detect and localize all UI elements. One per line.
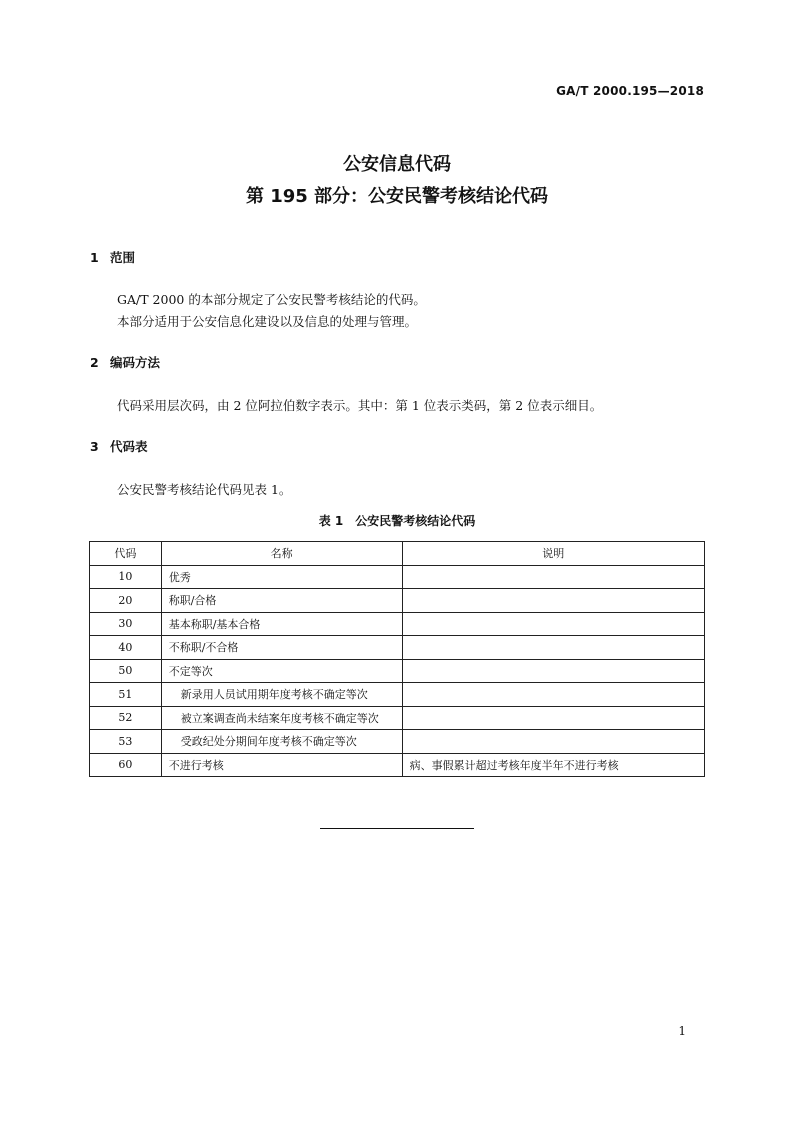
cell-code: 10 <box>90 565 162 589</box>
cell-name: 不称职/不合格 <box>161 636 402 660</box>
cell-name: 称职/合格 <box>161 589 402 613</box>
cell-code: 30 <box>90 612 162 636</box>
table-row <box>90 730 705 754</box>
header-note: 说明 <box>402 542 704 566</box>
table-row <box>90 683 705 707</box>
cell-code: 60 <box>90 753 162 777</box>
table-row <box>90 589 705 613</box>
section-number: 3 <box>90 439 99 454</box>
section-title: 编码方法 <box>110 355 161 370</box>
cell-code: 20 <box>90 589 162 613</box>
section-heading-scope <box>90 248 135 266</box>
cell-note <box>402 730 704 754</box>
cell-code: 51 <box>90 683 162 707</box>
section-heading-code-table <box>90 437 148 455</box>
document-subtitle: 第 195 部分：公安民警考核结论代码 <box>245 186 549 207</box>
table-row <box>90 753 705 777</box>
page-number: 1 <box>678 1024 686 1038</box>
section-title: 代码表 <box>110 439 148 454</box>
cell-name: 不进行考核 <box>161 753 402 777</box>
section-title: 范围 <box>110 250 136 265</box>
cell-name: 优秀 <box>161 565 402 589</box>
header-name: 名称 <box>161 542 402 566</box>
table-header-row <box>90 542 705 566</box>
cell-note <box>402 565 704 589</box>
table-row <box>90 565 705 589</box>
cell-note <box>402 636 704 660</box>
cell-name: 不定等次 <box>161 659 402 683</box>
table-row <box>90 706 705 730</box>
section-number: 2 <box>90 355 99 370</box>
cell-note <box>402 612 704 636</box>
cell-note: 病、事假累计超过考核年度半年不进行考核 <box>402 753 704 777</box>
table-row <box>90 659 705 683</box>
section-heading-coding-method <box>90 353 160 371</box>
end-rule <box>320 828 474 829</box>
cell-note <box>402 706 704 730</box>
cell-note <box>402 589 704 613</box>
header-code: 代码 <box>90 542 162 566</box>
standard-code: GA/T 2000.195—2018 <box>556 84 704 98</box>
table-caption: 表 1 公安民警考核结论代码 <box>318 514 476 528</box>
paragraph: 本部分适用于公安信息化建设以及信息的处理与管理。 <box>117 314 418 329</box>
cell-note <box>402 659 704 683</box>
cell-code: 52 <box>90 706 162 730</box>
cell-name: 基本称职/基本合格 <box>161 612 402 636</box>
code-table <box>89 541 705 777</box>
cell-code: 53 <box>90 730 162 754</box>
cell-note <box>402 683 704 707</box>
table-row <box>90 636 705 660</box>
cell-code: 50 <box>90 659 162 683</box>
document-title: 公安信息代码 <box>343 154 451 175</box>
paragraph: GA/T 2000 的本部分规定了公安民警考核结论的代码。 <box>117 292 426 307</box>
paragraph: 公安民警考核结论代码见表 1。 <box>117 482 292 497</box>
cell-name: 被立案调查尚未结案年度考核不确定等次 <box>161 706 402 730</box>
cell-name: 受政纪处分期间年度考核不确定等次 <box>161 730 402 754</box>
cell-code: 40 <box>90 636 162 660</box>
cell-name: 新录用人员试用期年度考核不确定等次 <box>161 683 402 707</box>
paragraph: 代码采用层次码，由 2 位阿拉伯数字表示。其中：第 1 位表示类码，第 2 位表示细目。 <box>117 398 603 413</box>
section-number: 1 <box>90 250 99 265</box>
table-row <box>90 612 705 636</box>
